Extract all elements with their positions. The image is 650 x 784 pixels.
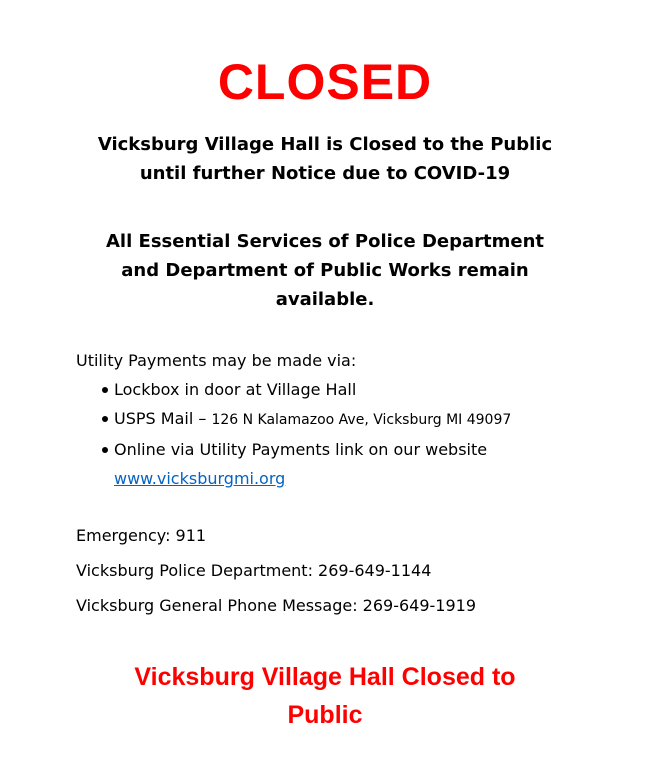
- services-line: All Essential Services of Police Department: [105, 231, 544, 252]
- closure-notice: [40, 130, 610, 188]
- closure-notice-line: until further Notice due to COVID-19: [139, 163, 511, 184]
- footer-closed-notice: [40, 658, 610, 734]
- bullet-icon: [102, 416, 108, 422]
- bullet-icon: [102, 387, 108, 393]
- closure-notice-line: Vicksburg Village Hall is Closed to the Public: [97, 134, 553, 155]
- bullet-icon: [102, 447, 108, 453]
- list-item: [76, 375, 616, 404]
- payments-intro: Utility Payments may be made via:: [76, 351, 357, 370]
- payment-method-online: Online via Utility Payments link on our website: [114, 440, 488, 459]
- services-line: available.: [275, 289, 375, 310]
- payment-method-mail: USPS Mail –: [114, 409, 212, 428]
- footer-line: Public: [287, 701, 363, 729]
- police-phone: Vicksburg Police Department: 269-649-1144: [76, 561, 432, 580]
- essential-services-notice: [40, 227, 610, 314]
- list-item: [76, 435, 616, 493]
- contact-numbers: [76, 521, 616, 626]
- website-link[interactable]: www.vicksburgmi.org: [114, 469, 286, 488]
- payment-method-lockbox: Lockbox in door at Village Hall: [114, 380, 357, 399]
- utility-payments-section: [76, 346, 616, 493]
- footer-line: Vicksburg Village Hall Closed to: [134, 663, 516, 691]
- closed-title: CLOSED: [217, 54, 433, 110]
- mailing-address: 126 N Kalamazoo Ave, Vicksburg MI 49097: [211, 412, 512, 428]
- general-phone: Vicksburg General Phone Message: 269-649-1919: [76, 596, 477, 615]
- payment-methods-list: [76, 375, 616, 493]
- emergency-number: Emergency: 911: [76, 526, 207, 545]
- services-line: and Department of Public Works remain: [121, 260, 529, 281]
- list-item: [76, 404, 616, 435]
